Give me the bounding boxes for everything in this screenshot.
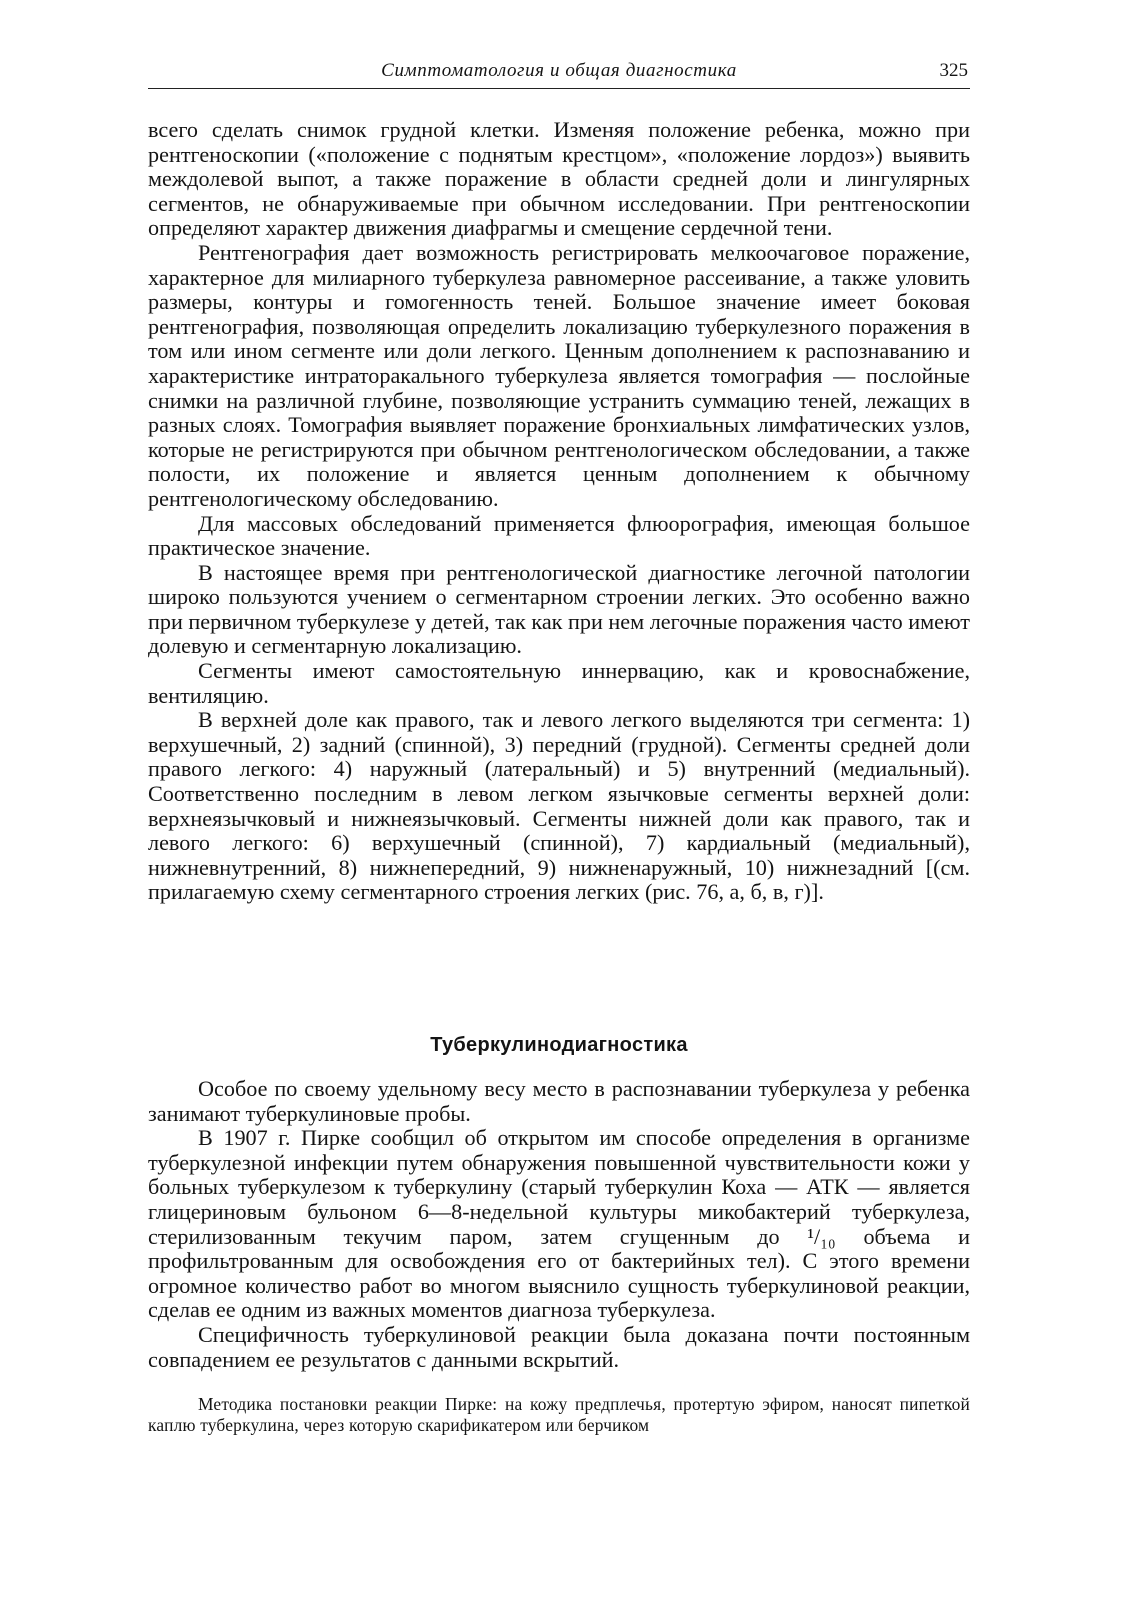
small-print-block xyxy=(148,1394,970,1436)
section-text xyxy=(148,1077,970,1372)
paragraph-fluorography: Для массовых обследований применяется флюорография, имеющая большое практическое значение. xyxy=(148,510,970,561)
paragraph-radiography: Рентгенография дает возможность регистрировать мелкоочаговое поражение, характерное для милиарного туберкулеза равномерное рассеивание, а также уловить размеры, контуры и гомогенность теней. Большое значение имеет боковая рентгенография, позволяющая определить локализацию туберкулезного поражения в том или ином сегменте или доли легкого. Ценным дополнением к распознаванию и характеристике интраторакального туберкулеза является томография — послойные снимки на различной глубине, позволяющие устранить суммацию теней, лежащих в разных слоях. Томография выявляет поражение бронхиальных лимфатических узлов, которые не регистрируются при обычном рентгенологическом обследовании, а также полости, их положение и является ценным дополнением к обычному рентгенологическому обследованию. xyxy=(148,239,970,511)
section-heading: Туберкулинодиагностика xyxy=(430,1034,688,1056)
running-title: Симптоматология и общая диагностика xyxy=(381,60,737,81)
paragraph-specificity: Специфичность туберкулиновой реакции была доказана почти постоянным совпадением ее результатов с данными вскрытий. xyxy=(148,1321,970,1372)
paragraph-segmental-structure: В настоящее время при рентгенологической диагностике легочной патологии широко пользуются учением о сегментарном строении легких. Это особенно важно при первичном туберкулезе у детей, так как при нем легочные поражения часто имеют долевую и сегментарную локализацию. xyxy=(148,559,970,659)
page-number: 325 xyxy=(939,60,968,81)
paragraph-tuberculin-tests: Особое по своему удельному весу место в распознавании туберкулеза у ребенка занимают туберкулиновые пробы. xyxy=(148,1076,970,1126)
paragraph-pirquet-history: В 1907 г. Пирке сообщил об открытом им способе определения в организме туберкулезной инфекции путем обнаружения повышенной чувствительности кожи у больных туберкулезом к туберкулину (старый туберкулин Коха — АТК — является глицериновым бульоном 6—8-недельной культуры микобактерий туберкулеза, стерилизованным текучим паром, затем сгущенным до ¹/₁₀ объема и профильтрованным для освобождения его от бактерийных тел). С этого времени огромное количество работ во многом выяснило сущность туберкулиновой реакции, сделав ее одним из важных моментов диагноза туберкулеза. xyxy=(148,1125,970,1323)
paragraph-segment-innervation: Сегменты имеют самостоятельную иннервацию, как и кровоснабжение, вентиляцию. xyxy=(148,658,970,708)
main-text xyxy=(148,118,970,905)
running-header xyxy=(148,58,970,89)
paragraph-continuation: всего сделать снимок грудной клетки. Изменяя положение ребенка, можно при рентгеноскопии («положение с поднятым крестцом», «положение лордоз») выявить междолевой выпот, а также поражение в области средней доли и лингулярных сегментов, не обнаруживаемые при обычном исследовании. При рентгеноскопии определяют характер движения диафрагмы и смещение сердечной тени. xyxy=(148,117,970,241)
paragraph-segment-list: В верхней доле как правого, так и левого легкого выделяются три сегмента: 1) верхушечный, 2) задний (спинной), 3) передний (грудной). Сегменты средней доли правого легкого: 4) наружный (латеральный) и 5) внутренний (медиальный). Соответственно последним в левом легком язычковые сегменты верхней доли: верхнеязычковый и нижнеязычковый. Сегменты нижней доли как правого, так и левого легкого: 6) верхушечный (спинной), 7) кардиальный (медиальный), нижневнутренний, 8) нижнепередний, 9) нижненаружный, 10) нижнезадний [(см. прилагаемую схему сегментарного строения легких (рис. 76, а, б, в, г)]. xyxy=(148,707,970,905)
paragraph-pirquet-method: Методика постановки реакции Пирке: на кожу предплечья, протертую эфиром, наносят пипеткой каплю туберкулина, через которую скарификатером или берчиком xyxy=(148,1394,970,1435)
